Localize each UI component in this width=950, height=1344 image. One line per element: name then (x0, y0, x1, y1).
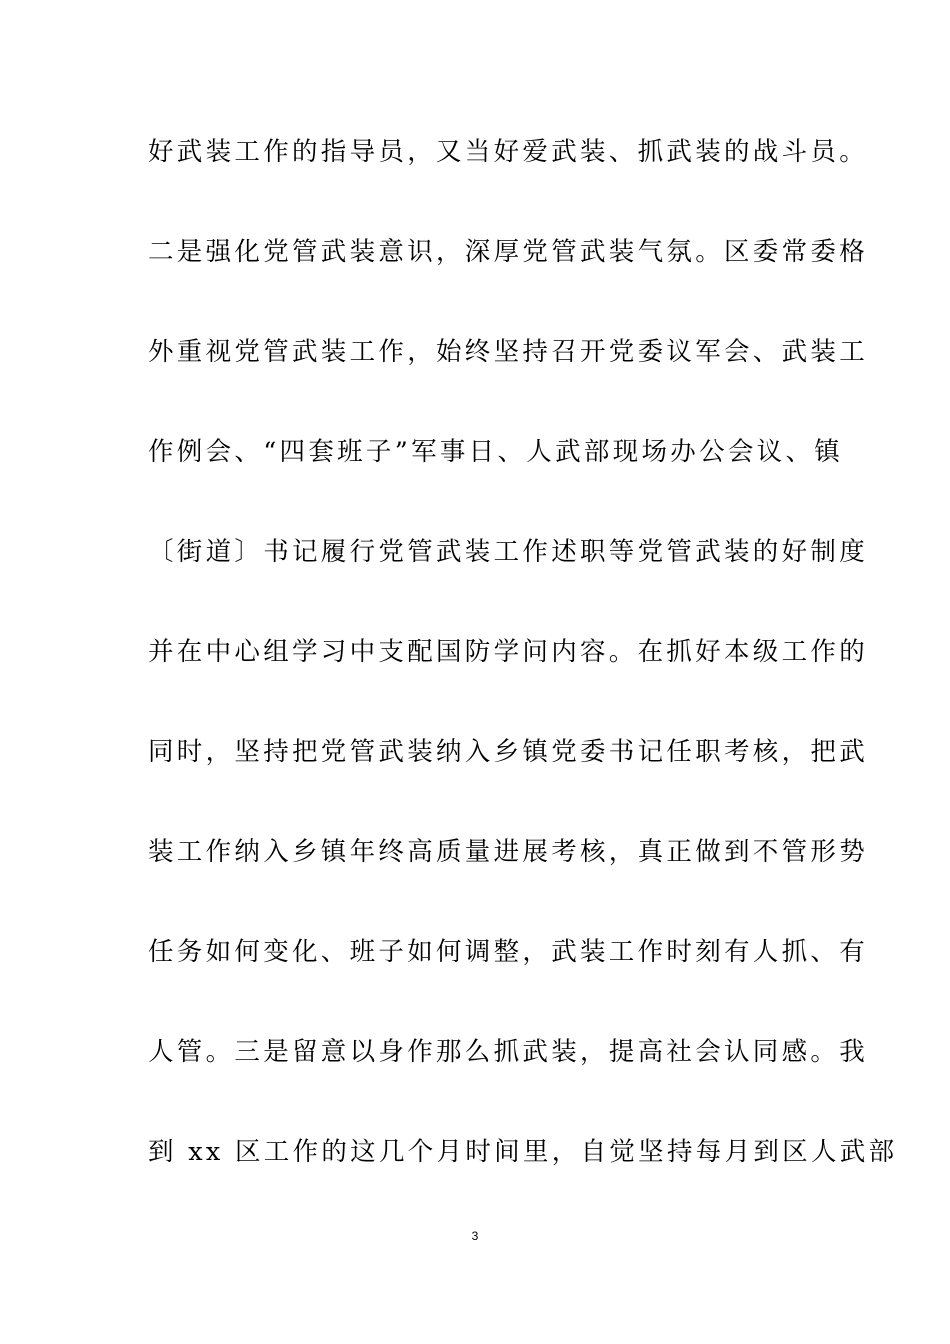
text-line: 同时，坚持把党管武装纳入乡镇党委书记任职考核，把武 (148, 737, 869, 767)
text-line: 外重视党管武装工作，始终坚持召开党委议军会、武装工 (148, 337, 869, 367)
text-line: 人管。三是留意以身作那么抓武装，提高社会认同感。我 (148, 1037, 869, 1067)
text-line: 装工作纳入乡镇年终高质量进展考核，真正做到不管形势 (148, 837, 869, 867)
text-line: 任务如何变化、班子如何调整，武装工作时刻有人抓、有 (148, 937, 869, 967)
text-line: 到 xx 区工作的这几个月时间里，自觉坚持每月到区人武部 (148, 1137, 898, 1167)
text-line: 作例会、“四套班子”军事日、人武部现场办公会议、镇 (148, 437, 844, 467)
text-line: 好武装工作的指导员，又当好爱武装、抓武装的战斗员。 (148, 137, 869, 167)
text-line: 并在中心组学习中支配国防学问内容。在抓好本级工作的 (148, 637, 869, 667)
body-text (148, 128, 898, 1228)
page-number: 3 (471, 1229, 479, 1243)
text-line: 二是强化党管武装意识，深厚党管武装气氛。区委常委格 (148, 237, 869, 267)
text-line: 〔街道〕书记履行党管武装工作述职等党管武装的好制度 (148, 537, 869, 567)
